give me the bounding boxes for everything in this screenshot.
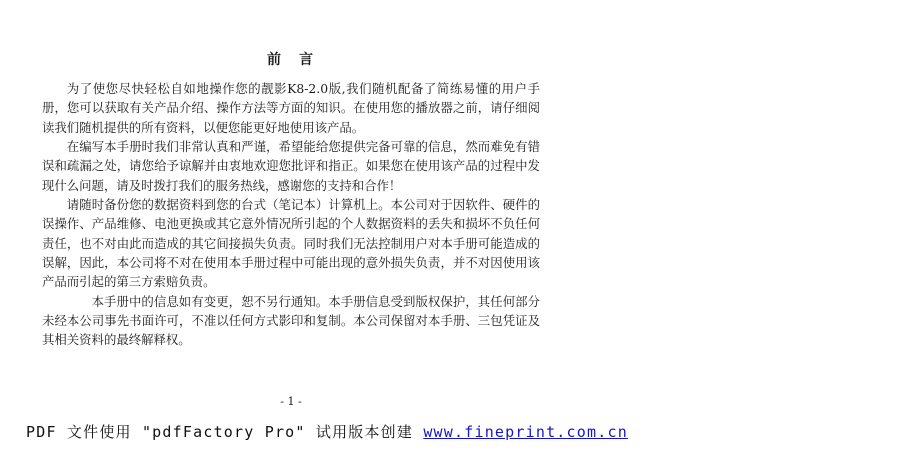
- paragraph: 为了使您尽快轻松自如地操作您的靓影K8-2.0版,我们随机配备了简练易懂的用户手册，您可以获取有关产品介绍、操作方法等方面的知识。在使用您的播放器之前，请仔细阅读我们随机提供的所有资料，以便您能更好地使用该产品。: [42, 81, 540, 135]
- pdf-footer: [26, 421, 628, 442]
- paragraph: 请随时备份您的数据资料到您的台式（笔记本）计算机上。本公司对于因软件、硬件的误操作、产品维修、电池更换或其它意外情况所引起的个人数据资料的丢失和损坏不负任何责任，也不对由此而造成的其它间接损失负责。同时我们无法控制用户对本手册可能造成的误解，因此，本公司将不对在使用本手册过程中可能出现的意外损失负责，并不对因使用该产品而引起的第三方索赔负责。: [42, 197, 540, 290]
- paragraph: 在编写本手册时我们非常认真和严谨，希望能给您提供完备可靠的信息，然而难免有错误和疏漏之处，请您给予谅解并由衷地欢迎您批评和指正。如果您在使用该产品的过程中发现什么问题，请及时拨打我们的服务热线，感谢您的支持和合作！: [42, 139, 540, 193]
- document-body: [42, 79, 540, 350]
- page-title: 前言: [267, 52, 331, 68]
- page-number: - 1 -: [280, 395, 302, 408]
- footer-link[interactable]: www.fineprint.com.cn: [423, 423, 628, 441]
- footer-text: PDF 文件使用 "pdfFactory Pro" 试用版本创建: [26, 423, 424, 441]
- paragraph: 本手册中的信息如有变更，恕不另行通知。本手册信息受到版权保护，其任何部分未经本公司事先书面许可，不准以任何方式影印和复制。本公司保留对本手册、三包凭证及其相关资料的最终解释权。: [42, 293, 540, 348]
